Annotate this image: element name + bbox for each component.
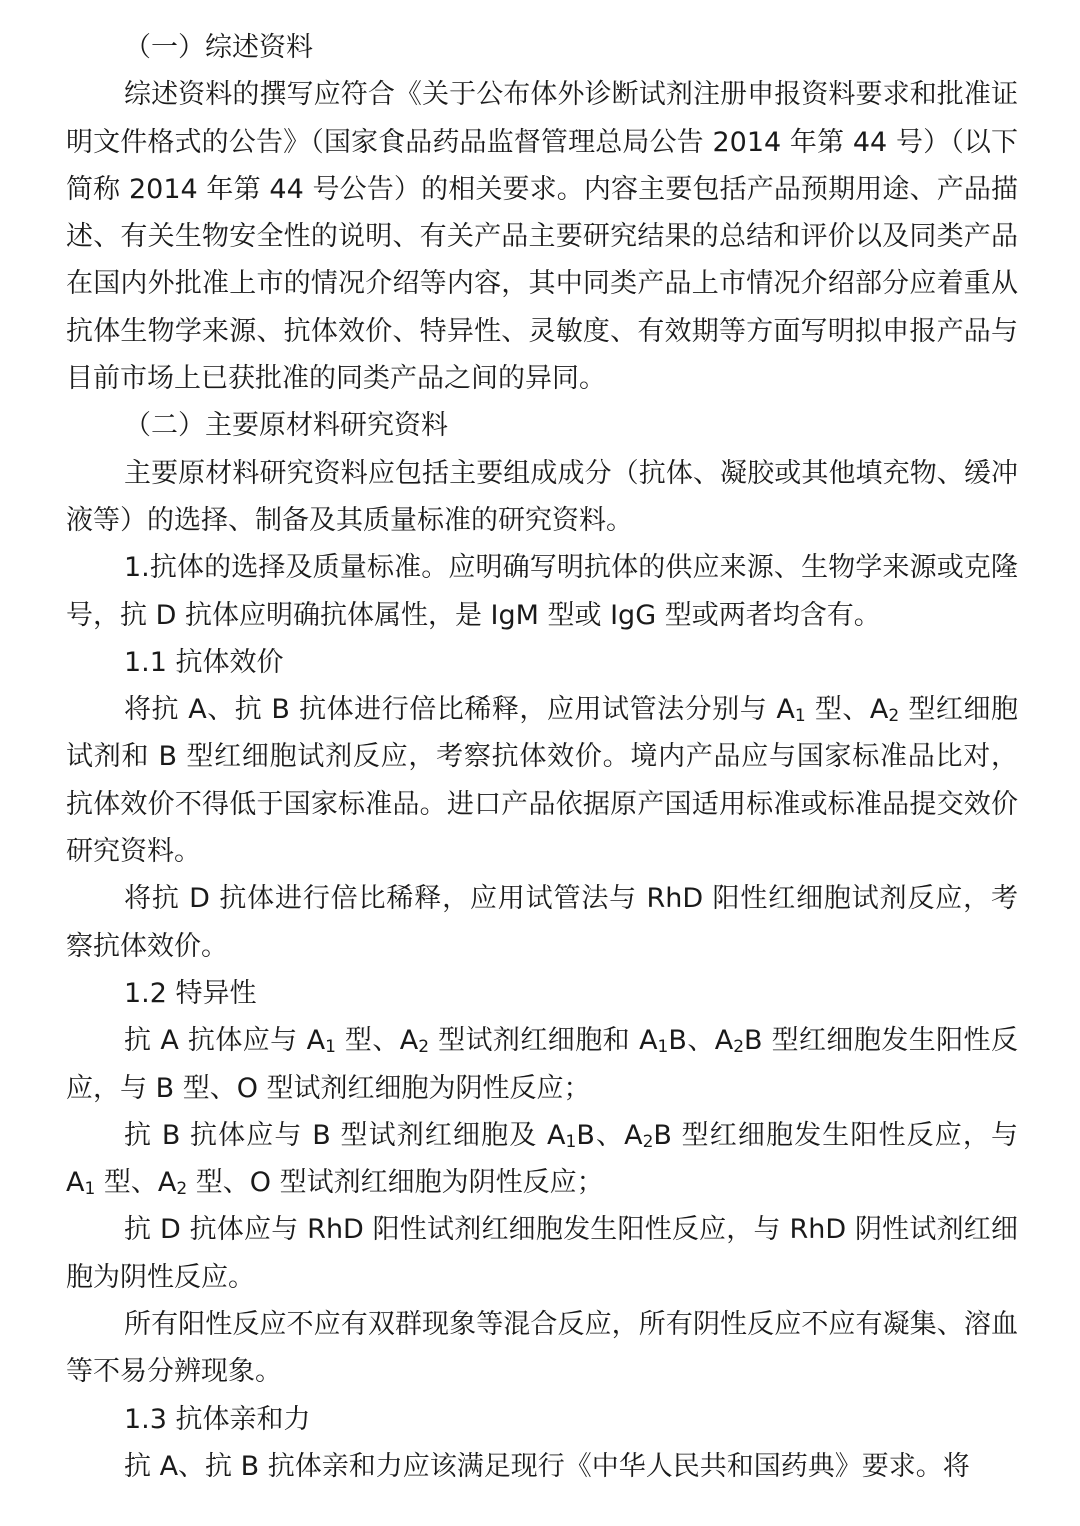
- paragraph-antibody-selection: 1.抗体的选择及质量标准。应明确写明抗体的供应来源、生物学来源或克隆号，抗 D 抗体应明确抗体属性，是 IgM 型或 IgG 型或两者均含有。: [66, 552, 1018, 631]
- section-heading-overview: （一）综述资料: [124, 32, 313, 63]
- subheading-affinity: 1.3 抗体亲和力: [124, 1403, 311, 1435]
- paragraph-titer-ab: 将抗 A、抗 B 抗体进行倍比稀释，应用试管法分别与 $A_1$ 型、$A_2$ 型红细胞试剂和 B 型红细胞试剂反应，考察抗体效价。境内产品应与国家标准品比对，抗体效价不得低于国家标准品。进口产品依据原产国适用标准或标准品提交效价研究资料。: [66, 694, 1018, 868]
- subheading-specificity: 1.2 特异性: [124, 977, 257, 1009]
- subheading-antibody-titer: 1.1 抗体效价: [124, 646, 284, 678]
- document-page: [66, 24, 1018, 1490]
- paragraph-mixed-reaction: 所有阳性反应不应有双群现象等混合反应，所有阴性反应不应有凝集、溶血等不易分辨现象。: [66, 1309, 1018, 1388]
- paragraph-specificity-a: 抗 A 抗体应与 $A_1$ 型、$A_2$ 型试剂红细胞和 $A_1B$、$A_2B$ 型红细胞发生阳性反应，与 B 型、O 型试剂红细胞为阴性反应；: [66, 1025, 1018, 1104]
- paragraph-titer-d: 将抗 D 抗体进行倍比稀释，应用试管法与 RhD 阳性红细胞试剂反应，考察抗体效价。: [66, 883, 1018, 962]
- paragraph-specificity-d: 抗 D 抗体应与 RhD 阳性试剂红细胞发生阳性反应，与 RhD 阴性试剂红细胞为阴性反应。: [66, 1214, 1018, 1293]
- paragraph-specificity-b: 抗 B 抗体应与 B 型试剂红细胞及 $A_1B$、$A_2B$ 型红细胞发生阳性反应，与 $A_1$ 型、$A_2$ 型、O 型试剂红细胞为阴性反应；: [66, 1119, 1018, 1200]
- paragraph-affinity: 抗 A、抗 B 抗体亲和力应该满足现行《中华人民共和国药典》要求。将: [124, 1450, 970, 1482]
- section-heading-materials: （二）主要原材料研究资料: [124, 410, 448, 442]
- paragraph-overview: 综述资料的撰写应符合《关于公布体外诊断试剂注册申报资料要求和批准证明文件格式的公告》（国家食品药品监督管理总局公告 2014 年第 44 号）（以下简称 2014 年第 44 号公告）的相关要求。内容主要包括产品预期用途、产品描述、有关生物安全性的说明、有关产品主要研究结果的总结和评价以及同类产品在国内外批准上市的情况介绍等内容，其中同类产品上市情况介绍部分应着重从抗体生物学来源、抗体效价、特异性、灵敏度、有效期等方面写明拟申报产品与目前市场上已获批准的同类产品之间的异同。: [66, 79, 1018, 395]
- paragraph-materials-intro: 主要原材料研究资料应包括主要组成成分（抗体、凝胶或其他填充物、缓冲液等）的选择、制备及其质量标准的研究资料。: [66, 457, 1018, 536]
